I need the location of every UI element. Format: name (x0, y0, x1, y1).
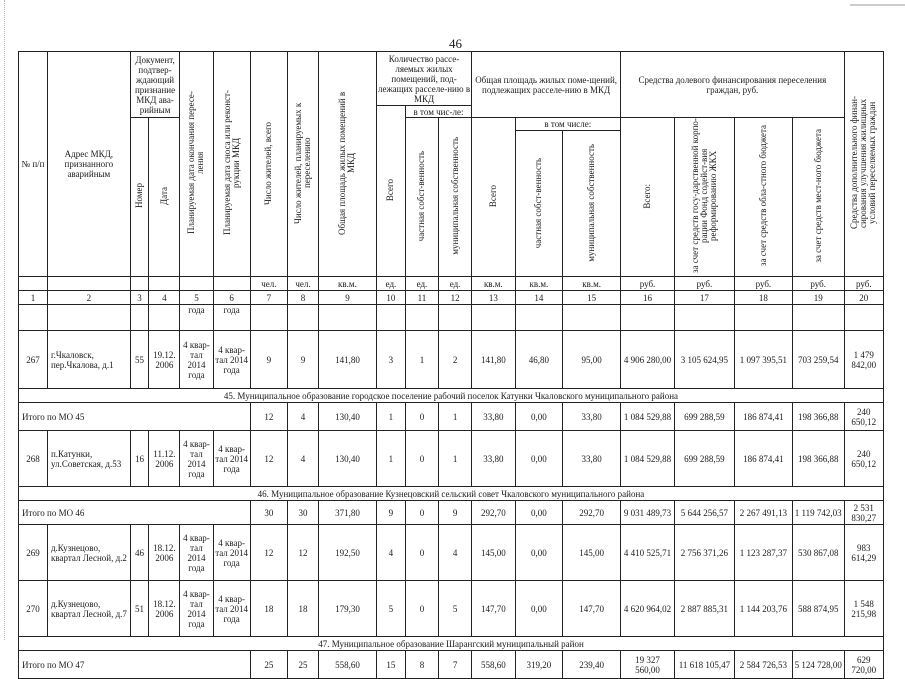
resettlement-table (18, 51, 884, 679)
column-numbers-row: 1 2 3 4 5 6 7 8 9 10 11 12 13 14 15 16 17 18 19 20 (19, 291, 884, 305)
header-area-incl: в том числе: (515, 118, 621, 131)
header-funds-local: за счет средств мест-ного бюджета (792, 118, 844, 277)
header-rooms-area: Общая площадь жилых поме-щений, подлежащих расселе-нию в МКД (472, 52, 621, 118)
header-area-municipal: муниципальная собственность (563, 131, 621, 277)
header-residents: Число жителей, всего (250, 52, 287, 277)
header-number: № п/п (19, 52, 48, 277)
total-row: Итого по МО 47 25 25 558,60 15 8 7 558,60 319,20 239,40 19 327 560,00 11 618 105,47 2 584 726,53 5 124 728,00 629 720,00 (19, 651, 884, 679)
header-funds-total: Всего: (621, 118, 675, 277)
table-row: 267 г.Чкаловск, пер.Чкалова, д.1 55 19.12. 2006 4 квар-тал 2014 года 4 квар-тал 2014 года 9 9 141,80 3 1 2 141,80 46,80 95,00 4 906 280,00 3 105 624,95 1 097 395,51 703 259,54 1 479 842,00 (19, 331, 884, 389)
units-row: чел. чел. кв.м. ед. ед. ед. кв.м. кв.м. кв.м. руб. руб. руб. руб. руб. (19, 277, 884, 291)
total-row: Итого по МО 46 30 30 371,80 9 0 9 292,70 0,00 292,70 9 031 489,73 5 644 256,57 2 267 491,13 1 119 742,03 2 531 830,27 (19, 501, 884, 525)
page-edge (0, 0, 5, 640)
total-row: Итого по МО 45 12 4 130,40 1 0 1 33,80 0,00 33,80 1 084 529,88 699 288,59 186 874,41 198 366,88 240 650,12 (19, 403, 884, 431)
header-document: Документ, подтвер-ждающий признание МКД ава-рийным (130, 52, 180, 118)
header-additional-funds: Средства дополнительного финан-сирования улучшения жилищных условий переселяемых граждан (844, 52, 883, 277)
page-number: 46 (449, 36, 462, 51)
header-rooms-total: Всего (376, 106, 405, 277)
page-corner (850, 0, 905, 6)
header-funds-fund: за счет средств госу-дарственной корпо-рации Фонд содейст-вия реформированию ЖКХ (674, 118, 734, 277)
header-demolish-date: Планируемая дата сноса или реконст-рукции МКД (213, 52, 250, 277)
header-funds-regional: за счет средств обла-стного бюджета (734, 118, 792, 277)
table-row: года года (19, 305, 884, 331)
header-doc-date: Дата (149, 118, 180, 277)
section-header: 47. Муниципальное образование Шарангский муниципальный район (19, 637, 884, 651)
section-header: 45. Муниципальное образование городское поселение рабочий поселок Катунки Чкаловского муниципального района (19, 389, 884, 403)
header-doc-number: Номер (130, 118, 149, 277)
section-header: 46. Муниципальное образование Кузнецовский сельский совет Чкаловского муниципального района (19, 487, 884, 501)
header-rooms-private: частная собст-венность (405, 118, 438, 277)
header-rooms-count: Количество рассе-ляемых жилых помещений, под-лежащих расселе-нию в МКД (377, 53, 471, 104)
header-rooms-incl: в том чис-ле: (405, 106, 471, 118)
header-area-total: Всего (472, 118, 515, 277)
header-funds: Средства долевого финансирования переселения граждан, руб. (621, 52, 844, 118)
header-area-private: частная собст-венность (515, 131, 563, 277)
header-residents-planned: Число жителей, планируемых к переселению (287, 52, 318, 277)
table-row: 270 д.Кузнецово, квартал Лесной, д.7 51 18.12. 2006 4 квар-тал 2014 года 4 квар-тал 2014 года 18 18 179,30 5 0 5 147,70 0,00 147,70 4 620 964,02 2 887 885,31 1 144 203,76 588 874,95 1 548 215,98 (19, 581, 884, 637)
table-row: 269 д.Кузнецово, квартал Лесной, д.2 46 18.12. 2006 4 квар-тал 2014 года 4 квар-тал 2014 года 12 12 192,50 4 0 4 145,00 0,00 145,00 4 410 525,71 2 756 371,26 1 123 287,37 530 867,08 983 614,29 (19, 525, 884, 581)
header-total-area: Общая площадь жилых помещений в МКД (319, 52, 377, 277)
header-resettle-date: Планируемая дата окончания пересе-ления (180, 52, 213, 277)
table-row: 268 п.Катунки, ул.Советская, д.53 16 11.12. 2006 4 квар-тал 2014 года 4 квар-тал 2014 года 12 4 130,40 1 0 1 33,80 0,00 33,80 1 084 529,88 699 288,59 186 874,41 198 366,88 240 650,12 (19, 431, 884, 487)
header-address: Адрес МКД, признанного аварийным (47, 52, 130, 277)
header-rooms-municipal: муниципальная собственность (439, 118, 472, 277)
